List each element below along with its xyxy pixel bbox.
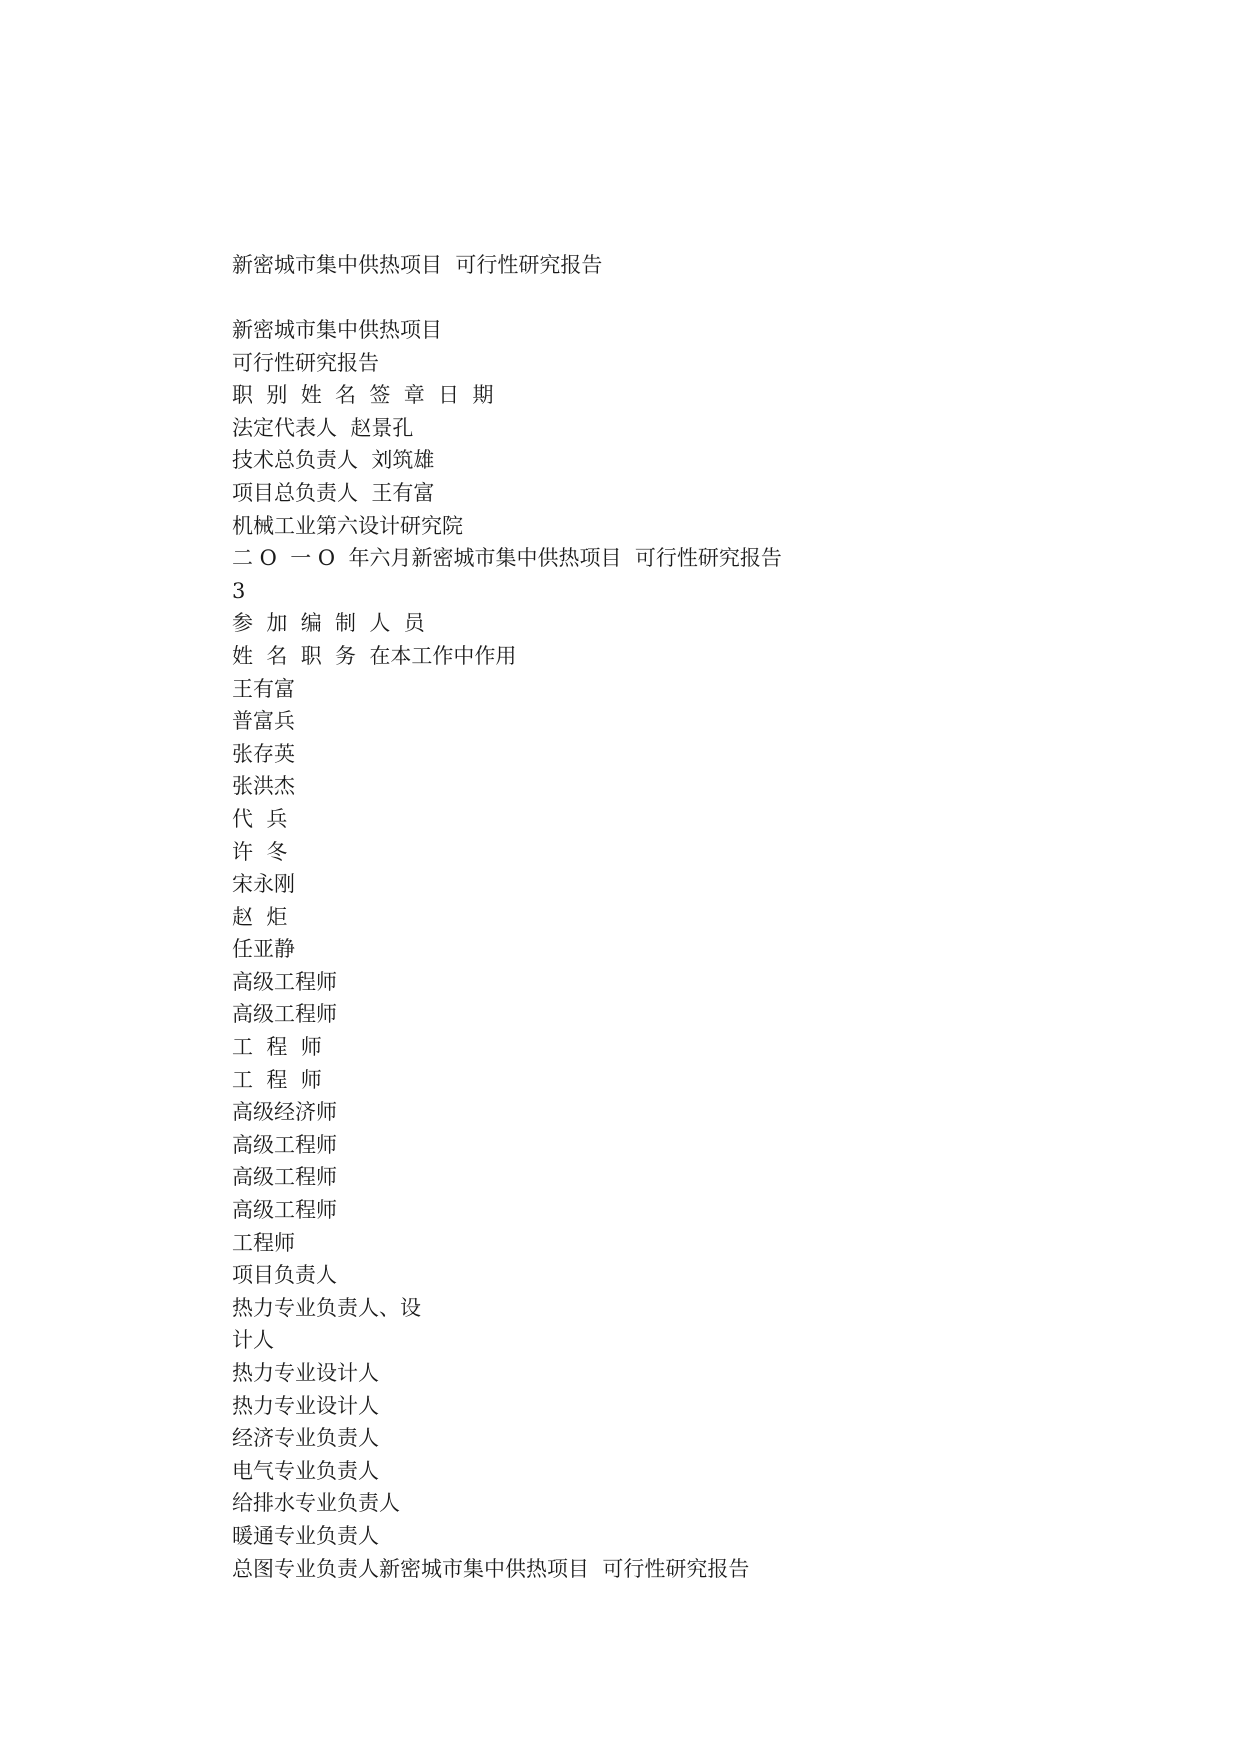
text-line: 可行性研究报告 xyxy=(232,350,379,375)
text-line: 工程师 xyxy=(232,1230,295,1255)
text-line: 参 加 编 制 人 员 xyxy=(232,611,425,636)
text-line: 高级工程师 xyxy=(232,1198,337,1223)
text-line: 许 冬 xyxy=(232,839,288,864)
text-line: 任亚静 xyxy=(232,937,295,962)
text-line: 给排水专业负责人 xyxy=(232,1491,400,1516)
text-line: 机械工业第六设计研究院 xyxy=(232,513,463,538)
text-line: 代 兵 xyxy=(232,806,288,831)
text-line: 经济专业负责人 xyxy=(232,1426,379,1451)
text-line: 普富兵 xyxy=(232,709,295,734)
text-line: 职 别 姓 名 签 章 日 期 xyxy=(232,383,494,408)
text-line: 宋永刚 xyxy=(232,872,295,897)
text-line: 二 O 一 O 年六月新密城市集中供热项目 可行性研究报告 xyxy=(232,546,782,571)
text-line: 新密城市集中供热项目 xyxy=(232,318,442,342)
text-line: 暖通专业负责人 xyxy=(232,1523,379,1548)
text-line: 高级工程师 xyxy=(232,969,337,994)
text-line: 王有富 xyxy=(232,676,295,701)
document-page xyxy=(232,249,1132,1585)
text-line: 法定代表人 赵景孔 xyxy=(232,415,414,440)
text-line: 高级工程师 xyxy=(232,1002,337,1027)
text-line: 总图专业负责人新密城市集中供热项目 可行性研究报告 xyxy=(232,1556,750,1581)
text-line: 姓 名 职 务 在本工作中作用 xyxy=(232,643,517,668)
text-line: 张存英 xyxy=(232,741,295,766)
text-line: 热力专业负责人、设 xyxy=(232,1295,421,1320)
text-line: 赵 炬 xyxy=(232,904,288,929)
text-line: 项目负责人 xyxy=(232,1263,337,1288)
text-line: 热力专业设计人 xyxy=(232,1361,379,1385)
text-line: 项目总负责人 王有富 xyxy=(232,480,435,505)
text-line: 工 程 师 xyxy=(232,1067,322,1092)
text-line: 高级经济师 xyxy=(232,1100,337,1125)
document-body xyxy=(232,314,1132,1585)
text-line: 技术总负责人 刘筑雄 xyxy=(232,448,435,473)
text-line: 高级工程师 xyxy=(232,1132,337,1157)
text-line: 电气专业负责人 xyxy=(232,1458,379,1483)
text-line: 高级工程师 xyxy=(232,1165,337,1190)
text-line: 热力专业设计人 xyxy=(232,1393,379,1418)
text-line: 计人 xyxy=(232,1328,274,1353)
running-title: 新密城市集中供热项目 可行性研究报告 xyxy=(232,253,603,277)
text-line: 工 程 师 xyxy=(232,1035,322,1060)
text-line: 张洪杰 xyxy=(232,774,295,799)
text-line: 3 xyxy=(232,578,246,603)
